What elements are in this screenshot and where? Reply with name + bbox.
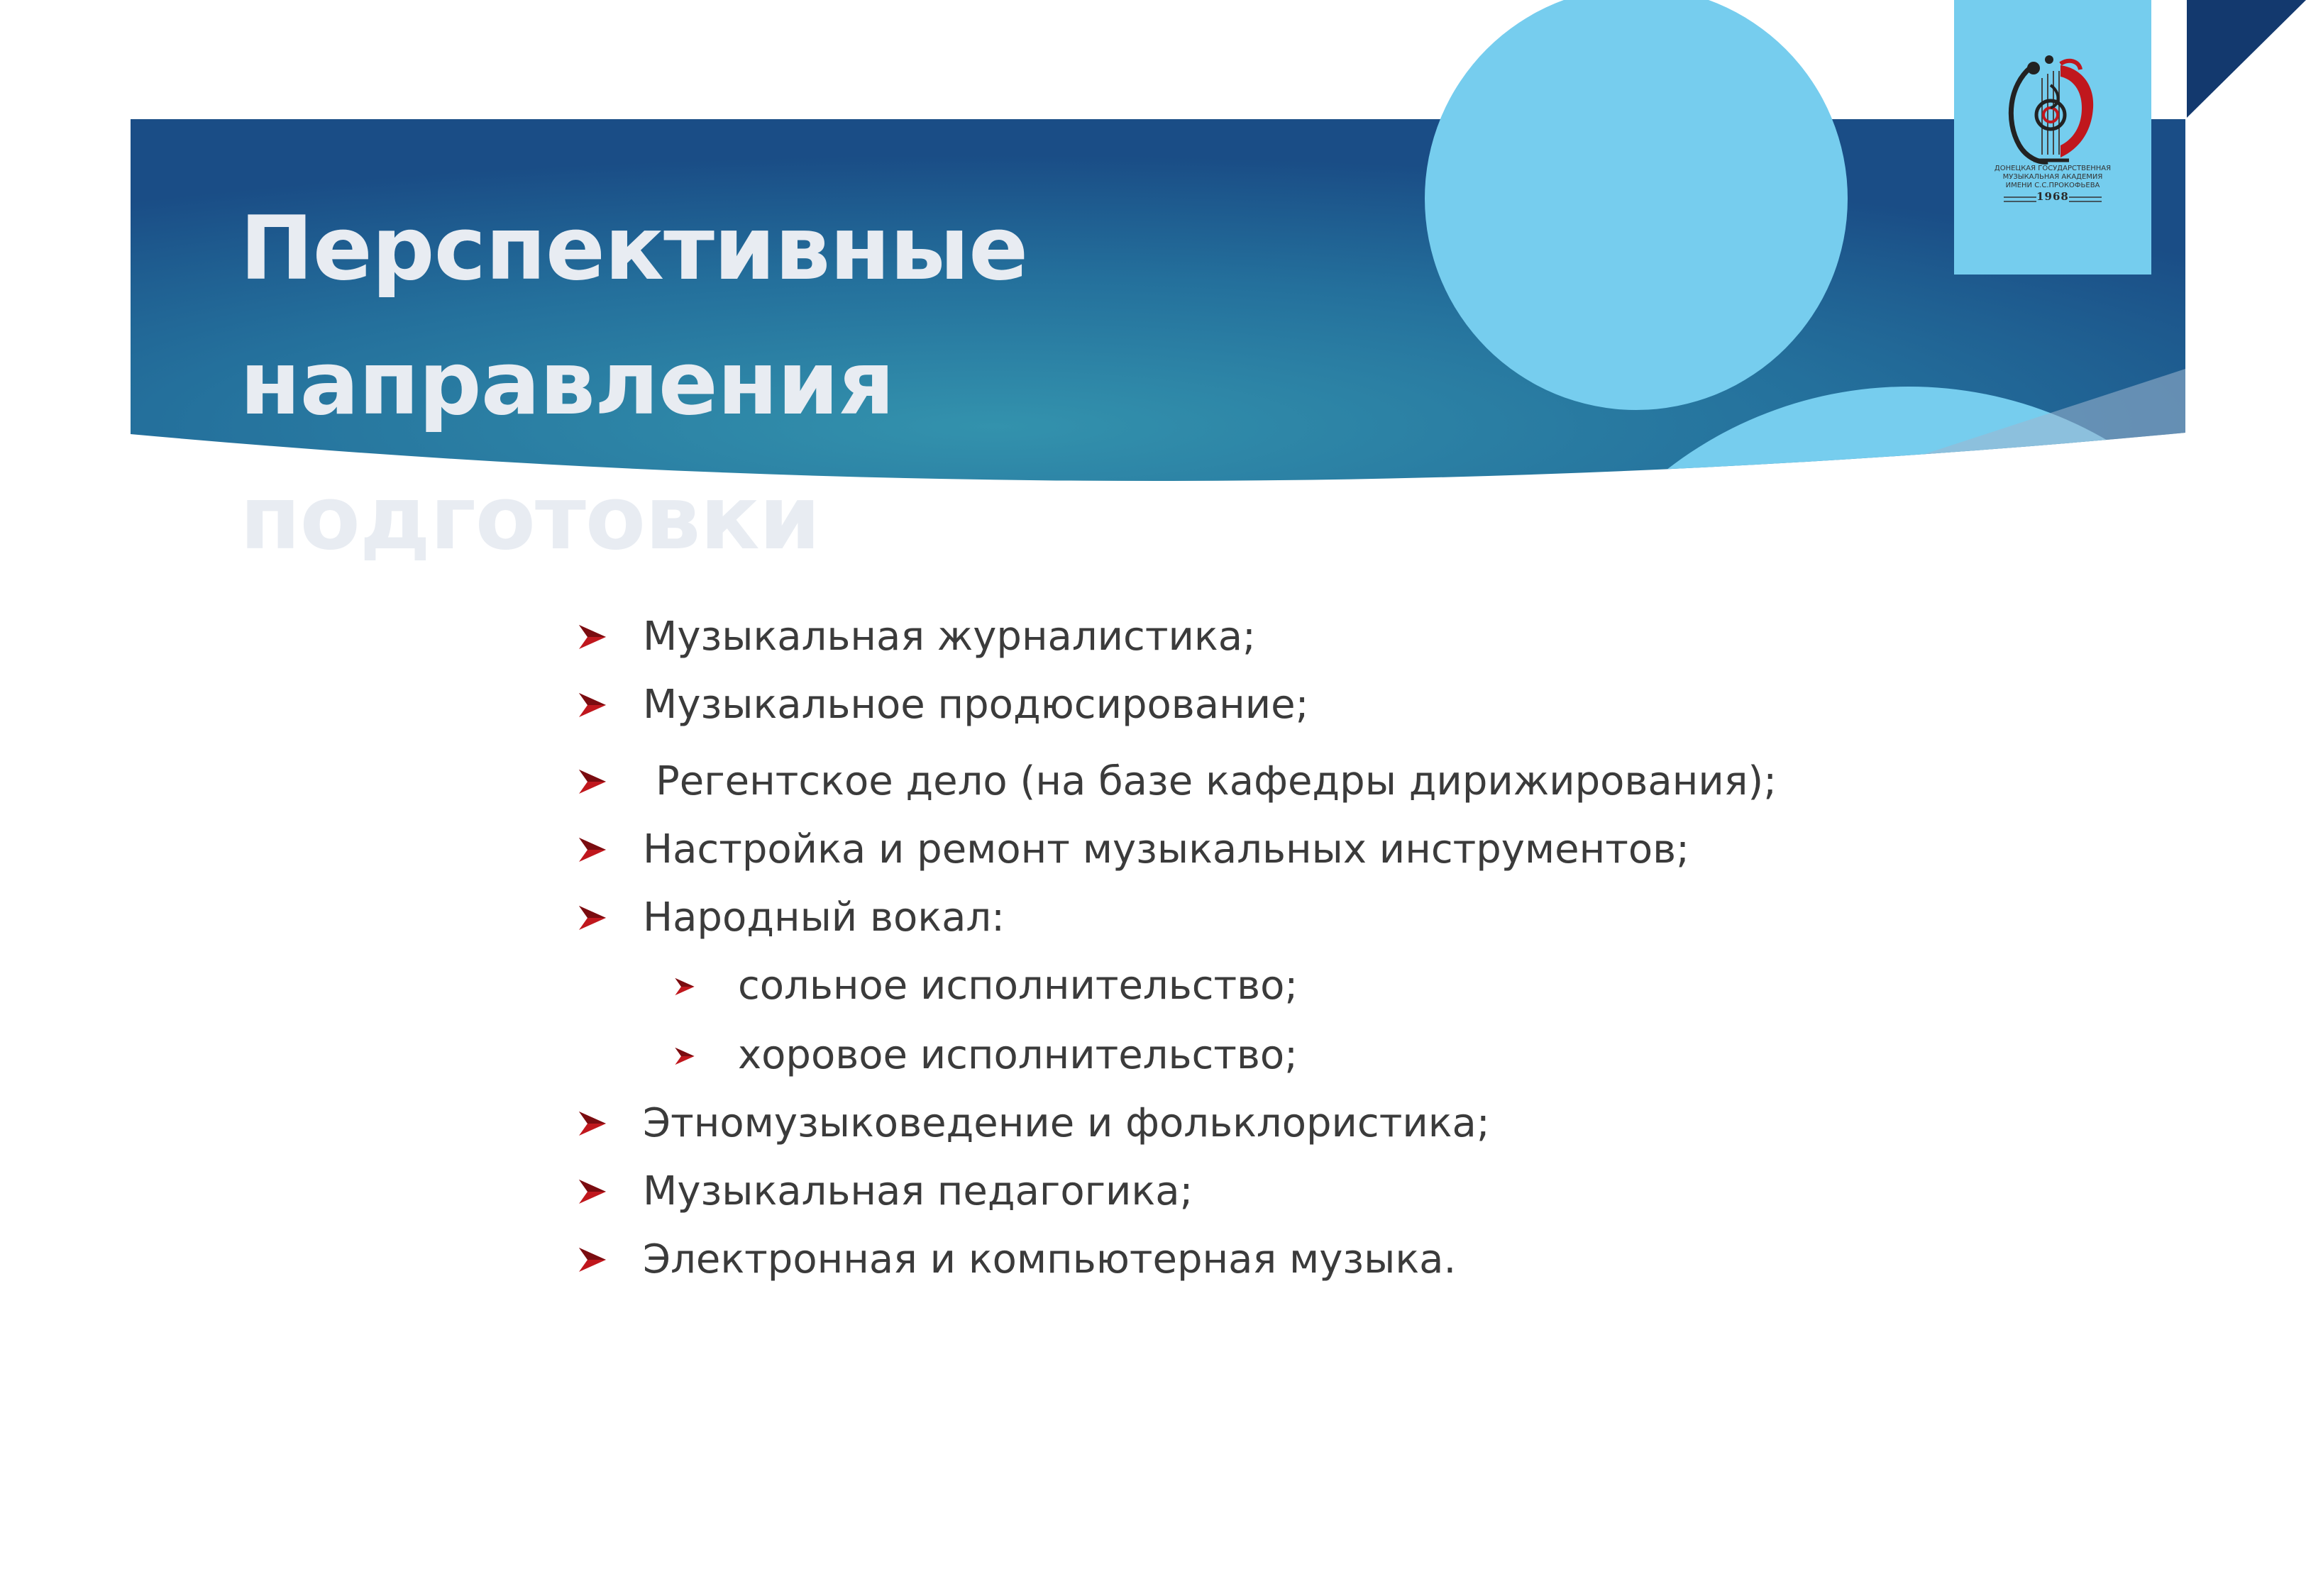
arrow-bullet-icon [578,691,607,719]
arrow-bullet-icon [578,767,607,796]
list-item-text: хоровое исполнительство; [738,1032,1298,1078]
arrow-bullet-icon [674,1046,695,1067]
arrow-bullet-icon [578,904,607,932]
arrow-bullet-icon [578,1109,607,1138]
arrow-bullet-icon [578,1246,607,1274]
slide-title [240,182,1446,586]
svg-text:МУЗЫКАЛЬНАЯ АКАДЕМИЯ: МУЗЫКАЛЬНАЯ АКАДЕМИЯ [2002,173,2103,181]
list-item [573,756,2063,807]
arrow-bullet-icon [578,836,607,864]
list-item-text: Музыкальное продюсирование; [643,682,1309,728]
list-item [573,1234,2063,1285]
arrow-bullet-icon [578,1177,607,1206]
arrow-bullet-icon [578,623,607,651]
academy-logo [1954,0,2151,275]
svg-text:ИМЕНИ С.С.ПРОКОФЬЕВА: ИМЕНИ С.С.ПРОКОФЬЕВА [2005,182,2100,189]
title-line-1: Перспективные [240,198,1028,300]
list-item-text: Настройка и ремонт музыкальных инструментов; [643,826,1689,872]
arrow-bullet-icon [674,976,695,997]
list-subitem [573,960,2063,1012]
list-item [573,1166,2063,1217]
list-item-text: Электронная и компьютерная музыка. [643,1236,1457,1282]
list-subitem [573,1030,2063,1081]
svg-text:ДОНЕЦКАЯ ГОСУДАРСТВЕННАЯ: ДОНЕЦКАЯ ГОСУДАРСТВЕННАЯ [1994,165,2112,172]
list-item [573,892,2063,943]
list-item [573,611,2063,663]
directions-list [573,611,2063,1285]
logo-year: 1968 [2036,190,2069,203]
list-item-text: Народный вокал: [643,894,1005,941]
list-item-text: Музыкальная журналистика; [643,614,1256,660]
list-item-text: Регентское дело (на базе кафедры дирижирования); [656,758,1777,804]
list-item-text: сольное исполнительство; [738,963,1298,1009]
list-item [573,824,2063,875]
list-item [573,680,2063,731]
list-item-text: Музыкальная педагогика; [643,1168,1193,1214]
list-item-text: Этномузыковедение и фольклористика; [643,1100,1490,1146]
list-item [573,1098,2063,1149]
title-line-2: направления подготовки [240,333,895,570]
